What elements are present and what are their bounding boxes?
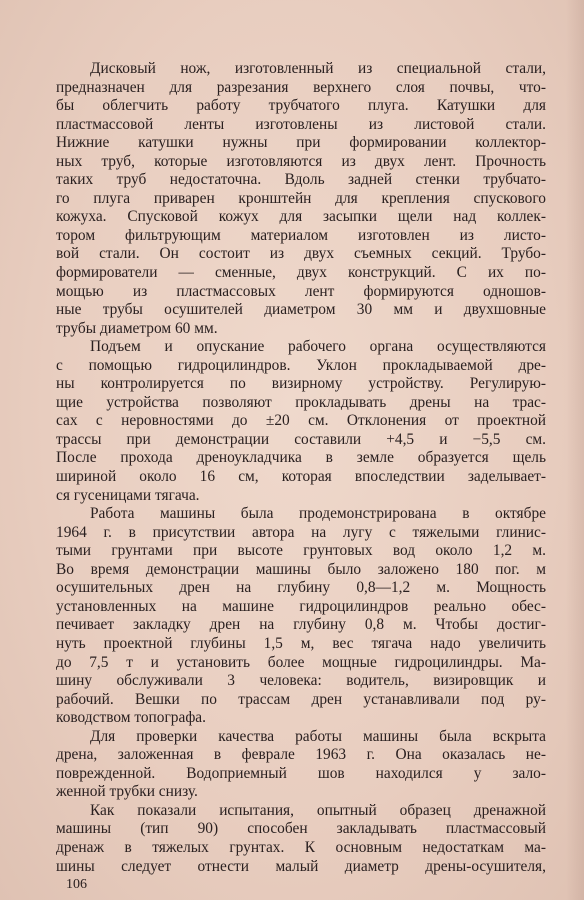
text-line: нуть проектной глубины 1,5 м, вес тягача надо увеличить	[56, 634, 546, 652]
text-line: 1964 г. в присутствии автора на лугу с тяжелыми глинис-	[56, 523, 546, 541]
text-line: формирователи — сменные, двух конструкций. С их по-	[56, 264, 546, 282]
text-line: Работа машины была продемонстрирована в октябре	[90, 505, 546, 523]
text-line: тором фильтрующим материалом изготовлен из листо-	[56, 226, 546, 244]
text-line: женной трубки снизу.	[56, 783, 198, 801]
text-line: шину обслуживали 3 человека: водитель, визировщик и	[56, 672, 546, 690]
text-line: сах с неровностями до ±20 см. Отклонения от проектной	[56, 412, 546, 430]
text-line: пластмассовой ленты изготовлены из листовой стали.	[56, 115, 546, 133]
text-line: бы облегчить работу трубчатого плуга. Катушки для	[56, 97, 546, 115]
page-number: 106	[66, 877, 87, 892]
text-line: ся гусеницами тягача.	[56, 486, 200, 504]
text-line: таких труб недостаточна. Вдоль задней стенки трубчато-	[56, 171, 546, 189]
text-line: тыми грунтами при высоте грунтовых вод около 1,2 м.	[56, 542, 546, 560]
text-line: ные трубы осушителей диаметром 30 мм и двухшовные	[56, 301, 546, 319]
text-line: установленных на машине гидроцилиндров реально обес-	[56, 597, 546, 615]
text-line: предназначен для разрезания верхнего слоя почвы, что-	[56, 78, 546, 96]
text-line: печивает закладку дрен на глубину 0,8 м. Чтобы достиг-	[56, 616, 546, 634]
text-line: шириной около 16 см, которая впоследствии заделывает-	[56, 468, 546, 486]
text-line: трассы при демонстрации составили +4,5 и −5,5 см.	[56, 430, 546, 448]
text-line: Нижние катушки нужны при формировании коллектор-	[56, 134, 546, 152]
text-line: Как показали испытания, опытный образец дренажной	[90, 801, 546, 819]
text-line: поврежденной. Водоприемный шов находился у зало-	[56, 764, 546, 782]
text-line: мощью из пластмассовых лент формируются одношов-	[56, 282, 546, 300]
text-line: ководством топографа.	[56, 709, 206, 727]
text-line: осушительных дрен на глубину 0,8—1,2 м. Мощность	[56, 579, 546, 597]
text-line: до 7,5 т и установить более мощные гидроцилиндры. Ма-	[56, 653, 546, 671]
text-line: Для проверки качества работы машины была вскрыта	[90, 727, 546, 745]
text-line: дрена, заложенная в феврале 1963 г. Она оказалась не-	[56, 746, 546, 764]
text-line: трубы диаметром 60 мм.	[56, 319, 218, 337]
text-line: щие устройства позволяют прокладывать дрены на трас-	[56, 393, 546, 411]
text-line: кожуха. Спусковой кожух для засыпки щели над коллек-	[56, 208, 546, 226]
text-line: шины следует отнести малый диаметр дрены-осушителя,	[56, 857, 546, 875]
text-line: Дисковый нож, изготовленный из специальной стали,	[90, 60, 546, 77]
text-line: дренаж в тяжелых грунтах. К основным недостаткам ма-	[56, 838, 546, 856]
text-line: машины (тип 90) способен закладывать пластмассовый	[56, 820, 546, 838]
text-line: рабочий. Вешки по трассам дрен устанавливали под ру-	[56, 690, 546, 708]
text-line: После прохода дреноукладчика в земле образуется щель	[56, 449, 546, 467]
text-line: с помощью гидроцилиндров. Уклон прокладываемой дре-	[56, 356, 546, 374]
body-text	[56, 60, 546, 876]
text-line: ны контролируется по визирному устройству. Регулирую-	[56, 375, 546, 393]
text-line: ных труб, которые изготовляются из двух лент. Прочность	[56, 152, 546, 170]
text-line: Во время демонстрации машины было заложено 180 пог. м	[56, 560, 546, 578]
text-line: го плуга приварен кронштейн для крепления спускового	[56, 189, 546, 207]
text-line: Подъем и опускание рабочего органа осуществляются	[90, 338, 546, 356]
text-line: вой стали. Он состоит из двух съемных секций. Трубо-	[56, 245, 546, 263]
page-edge-shadow	[566, 0, 584, 900]
